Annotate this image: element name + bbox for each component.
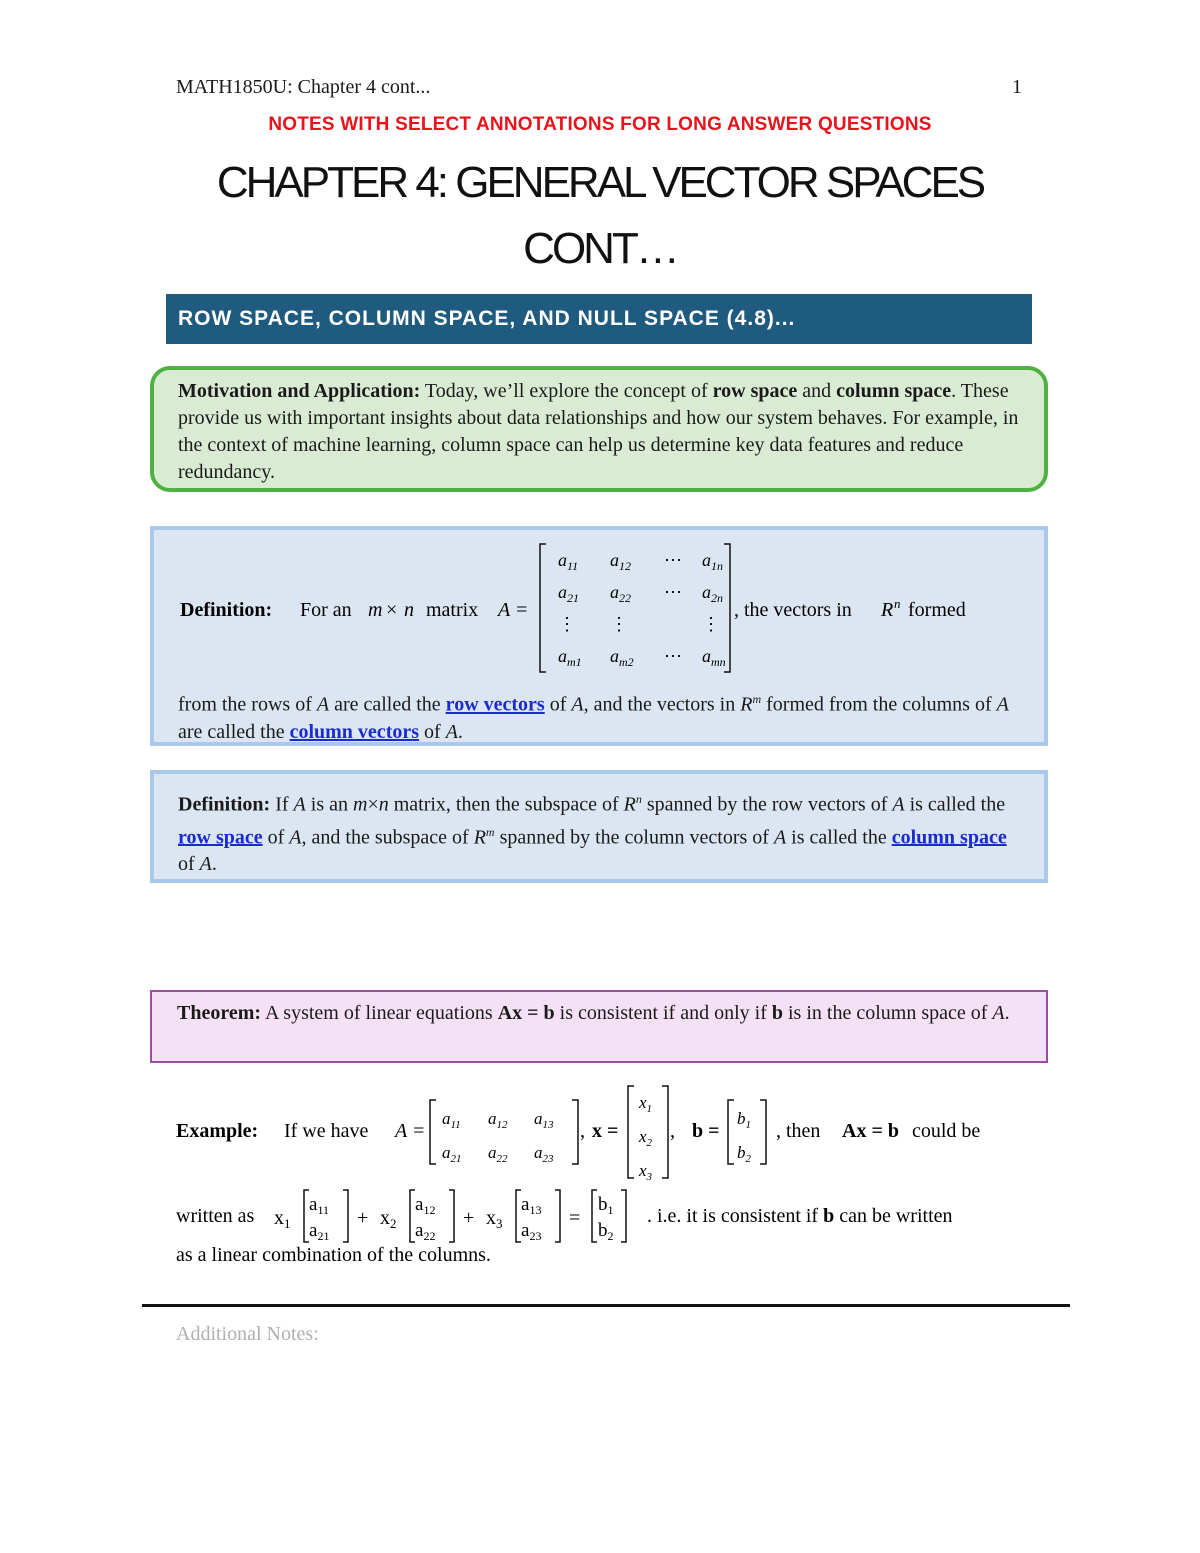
motivation-text: and bbox=[797, 380, 837, 402]
example-A-entries bbox=[442, 1109, 554, 1165]
definition1-formed: formed bbox=[908, 599, 966, 621]
definition1-text: of bbox=[544, 693, 572, 716]
matrix-entry: ⋯ bbox=[664, 582, 682, 602]
matrix-entry: $a_{m2}$ bbox=[610, 646, 634, 669]
example-lead: If we have bbox=[284, 1120, 369, 1142]
theorem-box bbox=[150, 990, 1048, 1063]
combo-coefficient: $x_3$ bbox=[486, 1207, 503, 1231]
theorem-text: A system of linear equations bbox=[261, 1002, 498, 1024]
matrix-entry: $a_{2n}$ bbox=[702, 582, 723, 605]
b-bracket-left bbox=[728, 1100, 734, 1164]
motivation-text: Today, we’ll explore the concept of bbox=[420, 380, 713, 402]
combo-coefficient: $x_1$ bbox=[274, 1207, 291, 1231]
column-entry: $a_{12}$ bbox=[415, 1194, 436, 1217]
definition1-matrix-entries bbox=[558, 550, 726, 669]
definition1-A: A bbox=[996, 693, 1009, 716]
definition1-R: R bbox=[881, 599, 894, 621]
A-bracket-right bbox=[572, 1100, 578, 1164]
definition1-A-equals: A = bbox=[498, 599, 529, 621]
equals-sign: = bbox=[569, 1207, 581, 1229]
matrix-entry: ⋯ bbox=[664, 550, 682, 570]
example-tail bbox=[647, 1205, 953, 1227]
matrix-entry: $a_{12}$ bbox=[488, 1109, 508, 1131]
definition1-text: , and the vectors in bbox=[583, 693, 741, 716]
definition2-text: of bbox=[178, 853, 200, 876]
column-entry: $b_1$ bbox=[598, 1194, 614, 1217]
theorem-text: is consistent if and only if bbox=[554, 1002, 772, 1024]
theorem-text: . bbox=[1004, 1002, 1010, 1024]
definition1-text: are called the bbox=[329, 693, 446, 716]
x-bracket-left bbox=[628, 1086, 634, 1178]
comma: , bbox=[670, 1120, 675, 1142]
definition1-matrix-line bbox=[178, 536, 1028, 684]
example-written-as: written as bbox=[176, 1205, 255, 1227]
matrix-bracket-left bbox=[540, 544, 546, 672]
definition2-R: R bbox=[473, 826, 486, 849]
definition2-text: is an bbox=[305, 793, 353, 816]
column-entry: $b_2$ bbox=[598, 1220, 614, 1243]
definition2-text: is called the bbox=[786, 826, 892, 849]
definition2-text: is called the bbox=[904, 793, 1006, 816]
definition2-text: If bbox=[270, 793, 294, 816]
example-b-entries bbox=[737, 1109, 752, 1165]
definition1-body bbox=[178, 686, 1020, 746]
example-A-equals: A = bbox=[395, 1120, 426, 1142]
x-bracket-right bbox=[662, 1086, 668, 1178]
column-entry: $a_{23}$ bbox=[521, 1220, 542, 1243]
definition1-R: R bbox=[740, 693, 753, 716]
definition1-text: . bbox=[457, 720, 463, 743]
definition2-n: n bbox=[378, 793, 389, 816]
definition2-R-exponent-m: m bbox=[485, 824, 495, 839]
vector-entry: $x_2$ bbox=[639, 1127, 653, 1149]
vector-entry: $b_1$ bbox=[737, 1109, 751, 1131]
definition1-n: n bbox=[404, 599, 414, 621]
theorem-b: b bbox=[771, 1002, 783, 1024]
matrix-bracket-right bbox=[724, 544, 730, 672]
definition1-R-exponent: n bbox=[894, 596, 901, 611]
column-entry: $a_{13}$ bbox=[521, 1194, 542, 1217]
definition1-after-matrix: , the vectors in bbox=[734, 599, 852, 621]
motivation-label: Motivation and Application: bbox=[178, 380, 421, 402]
A-bracket-left bbox=[430, 1100, 436, 1164]
example-math bbox=[150, 1080, 1050, 1270]
chapter-title-line1: CHAPTER 4: GENERAL VECTOR SPACES bbox=[216, 158, 984, 207]
definition2-R: R bbox=[623, 793, 636, 816]
definition1-lead: For an bbox=[300, 599, 352, 621]
matrix-entry: $a_{22}$ bbox=[488, 1143, 508, 1165]
definition1-A: A bbox=[445, 720, 458, 743]
definition2-A: A bbox=[199, 853, 212, 876]
theorem-A: A bbox=[992, 1002, 1005, 1024]
comma: , bbox=[580, 1120, 585, 1142]
vector-entry: $b_2$ bbox=[737, 1143, 751, 1165]
definition1-matrix-word: matrix bbox=[426, 599, 479, 621]
section-heading bbox=[166, 294, 1032, 344]
plus-sign: + bbox=[357, 1207, 369, 1229]
definition2-m: m bbox=[352, 793, 368, 816]
column-entry: $a_{22}$ bbox=[415, 1220, 436, 1243]
definition2-R-exponent-n: n bbox=[635, 792, 642, 806]
definition1-times: × bbox=[386, 599, 398, 621]
example-tail1: . i.e. it is consistent if bbox=[647, 1205, 824, 1227]
definition1-A: A bbox=[316, 693, 330, 716]
definition-box-row-column-space bbox=[150, 770, 1048, 883]
matrix-entry: $a_{mn}$ bbox=[702, 646, 726, 669]
definition1-m: m bbox=[368, 599, 383, 621]
definition1-label: Definition: bbox=[180, 599, 273, 621]
matrix-entry: ⋮ bbox=[702, 614, 720, 634]
matrix-entry: $a_{21}$ bbox=[558, 582, 579, 605]
divider bbox=[142, 1304, 1070, 1307]
example-tail2: can be written bbox=[834, 1205, 953, 1227]
definition2-text: spanned by the row vectors of bbox=[641, 793, 893, 816]
example-label: Example: bbox=[176, 1120, 259, 1142]
definition1-text: formed from the columns of bbox=[761, 693, 997, 716]
definition2-label: Definition: bbox=[178, 793, 271, 816]
matrix-entry: $a_{m1}$ bbox=[558, 646, 582, 669]
vector-entry: $x_3$ bbox=[639, 1161, 653, 1183]
example-x-equals: x = bbox=[592, 1120, 619, 1142]
combo-coefficient: $x_2$ bbox=[380, 1207, 397, 1231]
column-entry: $a_{21}$ bbox=[309, 1220, 330, 1243]
definition2-A: A bbox=[293, 793, 306, 816]
example-line3: as a linear combination of the columns. bbox=[176, 1244, 491, 1266]
motivation-text: . These provide us with important insights about data relationships and how our system behaves. For example, in the context of machine learning, column space can help us determine key data features and reduce redundancy. bbox=[178, 380, 1019, 483]
definition2-times: × bbox=[367, 793, 379, 816]
b-bracket-right bbox=[760, 1100, 766, 1164]
notes-banner: NOTES WITH SELECT ANNOTATIONS FOR LONG ANSWER QUESTIONS bbox=[268, 114, 932, 135]
matrix-entry: $a_{13}$ bbox=[534, 1109, 554, 1131]
matrix-entry: $a_{12}$ bbox=[610, 550, 631, 573]
plus-sign: + bbox=[463, 1207, 475, 1229]
example-tail-b: b bbox=[823, 1205, 835, 1227]
matrix-entry: ⋮ bbox=[558, 614, 576, 634]
motivation-box bbox=[150, 366, 1048, 492]
matrix-entry: ⋯ bbox=[664, 646, 682, 666]
definition2-A: A bbox=[773, 826, 787, 849]
definition-box-row-column-vectors bbox=[150, 526, 1048, 746]
definition1-text: of bbox=[419, 720, 446, 743]
definition2-text: , and the subspace of bbox=[301, 826, 474, 849]
matrix-entry: $a_{1n}$ bbox=[702, 550, 723, 573]
matrix-entry: ⋮ bbox=[610, 614, 628, 634]
page-number: 1 bbox=[1012, 76, 1022, 98]
theorem-label: Theorem: bbox=[177, 1002, 262, 1024]
definition2-text: . bbox=[211, 853, 217, 876]
motivation-term-row-space: row space bbox=[712, 380, 798, 402]
matrix-entry: $a_{22}$ bbox=[610, 582, 631, 605]
example-b-equals: b = bbox=[692, 1120, 720, 1142]
example-equation: Ax = b bbox=[842, 1120, 899, 1142]
matrix-entry: $a_{11}$ bbox=[442, 1109, 461, 1131]
definition2-A: A bbox=[892, 793, 905, 816]
additional-notes: Additional Notes: bbox=[176, 1323, 319, 1345]
link-column-vectors[interactable]: column vectors bbox=[289, 720, 420, 743]
definition2-text: matrix, then the subspace of bbox=[388, 793, 624, 816]
matrix-entry: $a_{21}$ bbox=[442, 1143, 462, 1165]
link-column-space[interactable]: column space bbox=[891, 826, 1007, 849]
chapter-title bbox=[0, 150, 1200, 282]
link-row-vectors[interactable]: row vectors bbox=[445, 693, 545, 716]
definition1-text: from the rows of bbox=[178, 693, 317, 716]
definition2-text: spanned by the column vectors of bbox=[494, 826, 774, 849]
example-then: , then bbox=[776, 1120, 821, 1142]
link-row-space[interactable]: row space bbox=[178, 826, 263, 849]
definition2-text: of bbox=[262, 826, 290, 849]
linear-combination bbox=[274, 1190, 626, 1243]
motivation-term-column-space: column space bbox=[836, 380, 952, 402]
definition1-text: are called the bbox=[178, 720, 290, 743]
definition1-A: A bbox=[571, 693, 584, 716]
section-heading-text: ROW SPACE, COLUMN SPACE, AND NULL SPACE (4.8)... bbox=[178, 307, 796, 330]
example-x-entries bbox=[638, 1093, 653, 1183]
theorem-text: is in the column space of bbox=[783, 1002, 993, 1024]
column-entry: $a_{11}$ bbox=[309, 1194, 329, 1217]
matrix-entry: $a_{23}$ bbox=[534, 1143, 554, 1165]
definition2-A: A bbox=[289, 826, 302, 849]
header-course: MATH1850U: Chapter 4 cont... bbox=[176, 76, 431, 98]
chapter-title-line2: CONT… bbox=[523, 224, 677, 273]
example-could-be: could be bbox=[912, 1120, 981, 1142]
vector-entry: $x_1$ bbox=[639, 1093, 653, 1115]
theorem-equation: Ax = b bbox=[497, 1002, 555, 1024]
definition1-R-exponent-m: m bbox=[752, 692, 762, 706]
matrix-entry: $a_{11}$ bbox=[558, 550, 579, 573]
